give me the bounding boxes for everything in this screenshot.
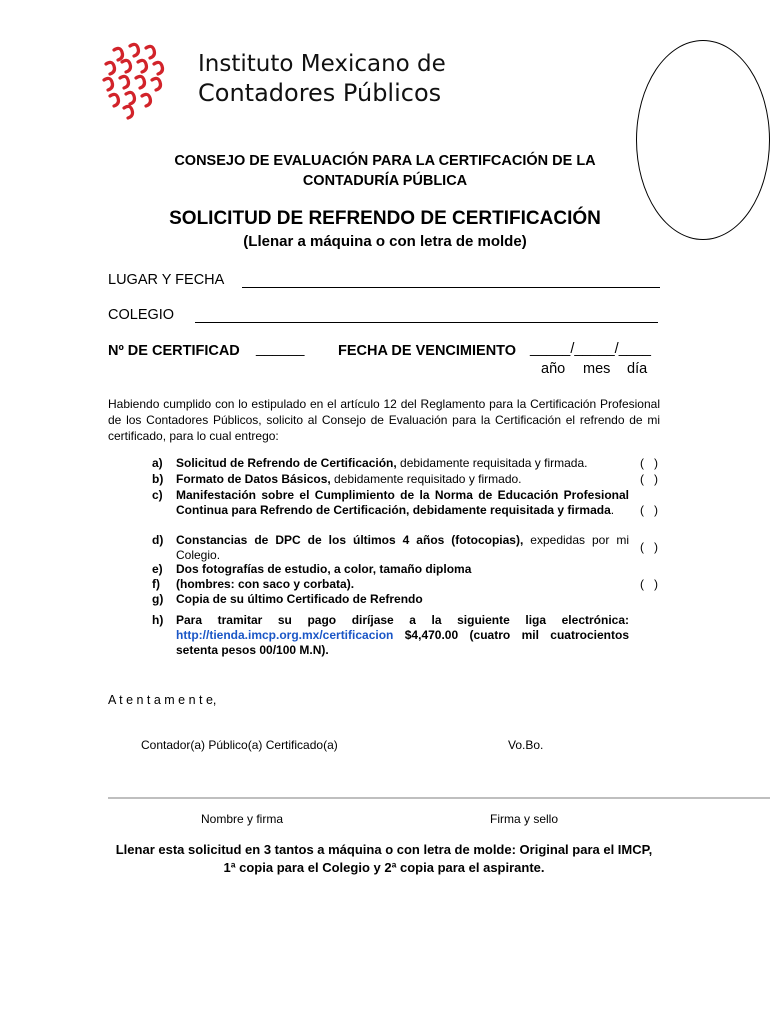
mes-label: mes (583, 361, 611, 377)
item-b: Formato de Datos Básicos, debidamente requisitado y firmado. (176, 472, 522, 486)
item-a-letter: a) (152, 456, 163, 470)
item-g-letter: g) (152, 592, 164, 606)
no-certificado-label: Nº DE CERTIFICAD (108, 343, 240, 359)
intro-paragraph: Habiendo cumplido con lo estipulado en el artículo 12 del Reglamento para la Certificación Profesional de los Contadores Públicos, solicito al Consejo de Evaluación para la Certificación el refrendo de mi certificado, para lo cual entrego: (108, 397, 660, 443)
item-b-letter: b) (152, 472, 164, 486)
logo-mark-icon (100, 42, 180, 120)
item-g: Copia de su último Certificado de Refrendo (176, 592, 423, 606)
check-c[interactable]: ( ) (640, 503, 658, 517)
payment-link[interactable]: http://tienda.imcp.org.mx/certificacion (176, 628, 394, 642)
item-h-letter: h) (152, 613, 164, 627)
closing-text: A t e n t a m e n t e, (108, 693, 217, 707)
check-a[interactable]: ( ) (640, 456, 658, 470)
logo-line1: Instituto Mexicano de (198, 51, 446, 77)
form-subtitle: (Llenar a máquina o con letra de molde) (243, 233, 527, 250)
fecha-vencimiento-label: FECHA DE VENCIMIENTO (338, 343, 517, 359)
council-line1: CONSEJO DE EVALUACIÓN PARA LA CERTIFCACIÓN DE LA (174, 153, 596, 169)
item-h: Para tramitar su pago diríjase a la siguiente liga electrónica: http://tienda.imcp.org.mx/certificacion $4,470.00 (cuatro mil cuatrocientos setenta pesos 00/100 M.N). (176, 613, 629, 657)
item-f: (hombres: con saco y corbata). (176, 577, 355, 591)
check-d[interactable]: ( ) (640, 540, 658, 554)
footer-note: Llenar esta solicitud en 3 tantos a máquina o con letra de molde: Original para el IMCP, 1ª copia para el Colegio y 2ª copia para el aspirante. (115, 842, 653, 875)
dia-label: día (627, 361, 648, 377)
lugar-fecha-field[interactable] (242, 287, 660, 288)
item-e-letter: e) (152, 562, 163, 576)
check-b[interactable]: ( ) (640, 472, 658, 486)
item-c-letter: c) (152, 488, 163, 502)
logo-text (198, 50, 446, 108)
item-d-letter: d) (152, 533, 164, 547)
item-d: Constancias de DPC de los últimos 4 años (fotocopias), expedidas por mi Colegio. (176, 533, 629, 562)
council-line2: CONTADURÍA PÚBLICA (302, 173, 468, 189)
colegio-field[interactable] (195, 322, 658, 323)
item-a: Solicitud de Refrendo de Certificación, debidamente requisitada y firmada. (176, 456, 588, 470)
anio-label: año (541, 361, 566, 377)
signature-line (108, 797, 770, 799)
signature-right-title: Vo.Bo. (508, 738, 544, 752)
imcp-logo (100, 42, 446, 120)
lugar-fecha-label: LUGAR Y FECHA (108, 272, 225, 288)
colegio-label: COLEGIO (108, 307, 175, 323)
logo-line2: Contadores Públicos (198, 79, 442, 107)
item-c: Manifestación sobre el Cumplimiento de la Norma de Educación Profesional Continua para Refrendo de Certificación, debidamente requisitada y firmada. (176, 488, 629, 517)
fecha-vencimiento-field[interactable]: _____/_____/____ (530, 341, 651, 357)
signature-right-caption: Firma y sello (490, 812, 559, 826)
form-title: SOLICITUD DE REFRENDO DE CERTIFICACIÓN (169, 208, 601, 229)
item-f-letter: f) (152, 577, 160, 591)
check-ef[interactable]: ( ) (640, 577, 658, 591)
item-e: Dos fotografías de estudio, a color, tamaño diploma (176, 562, 472, 576)
council-heading (130, 151, 640, 191)
no-certificado-field[interactable]: ______ (256, 341, 305, 357)
signature-left-title: Contador(a) Público(a) Certificado(a) (141, 738, 338, 752)
signature-left-caption: Nombre y firma (201, 812, 284, 826)
